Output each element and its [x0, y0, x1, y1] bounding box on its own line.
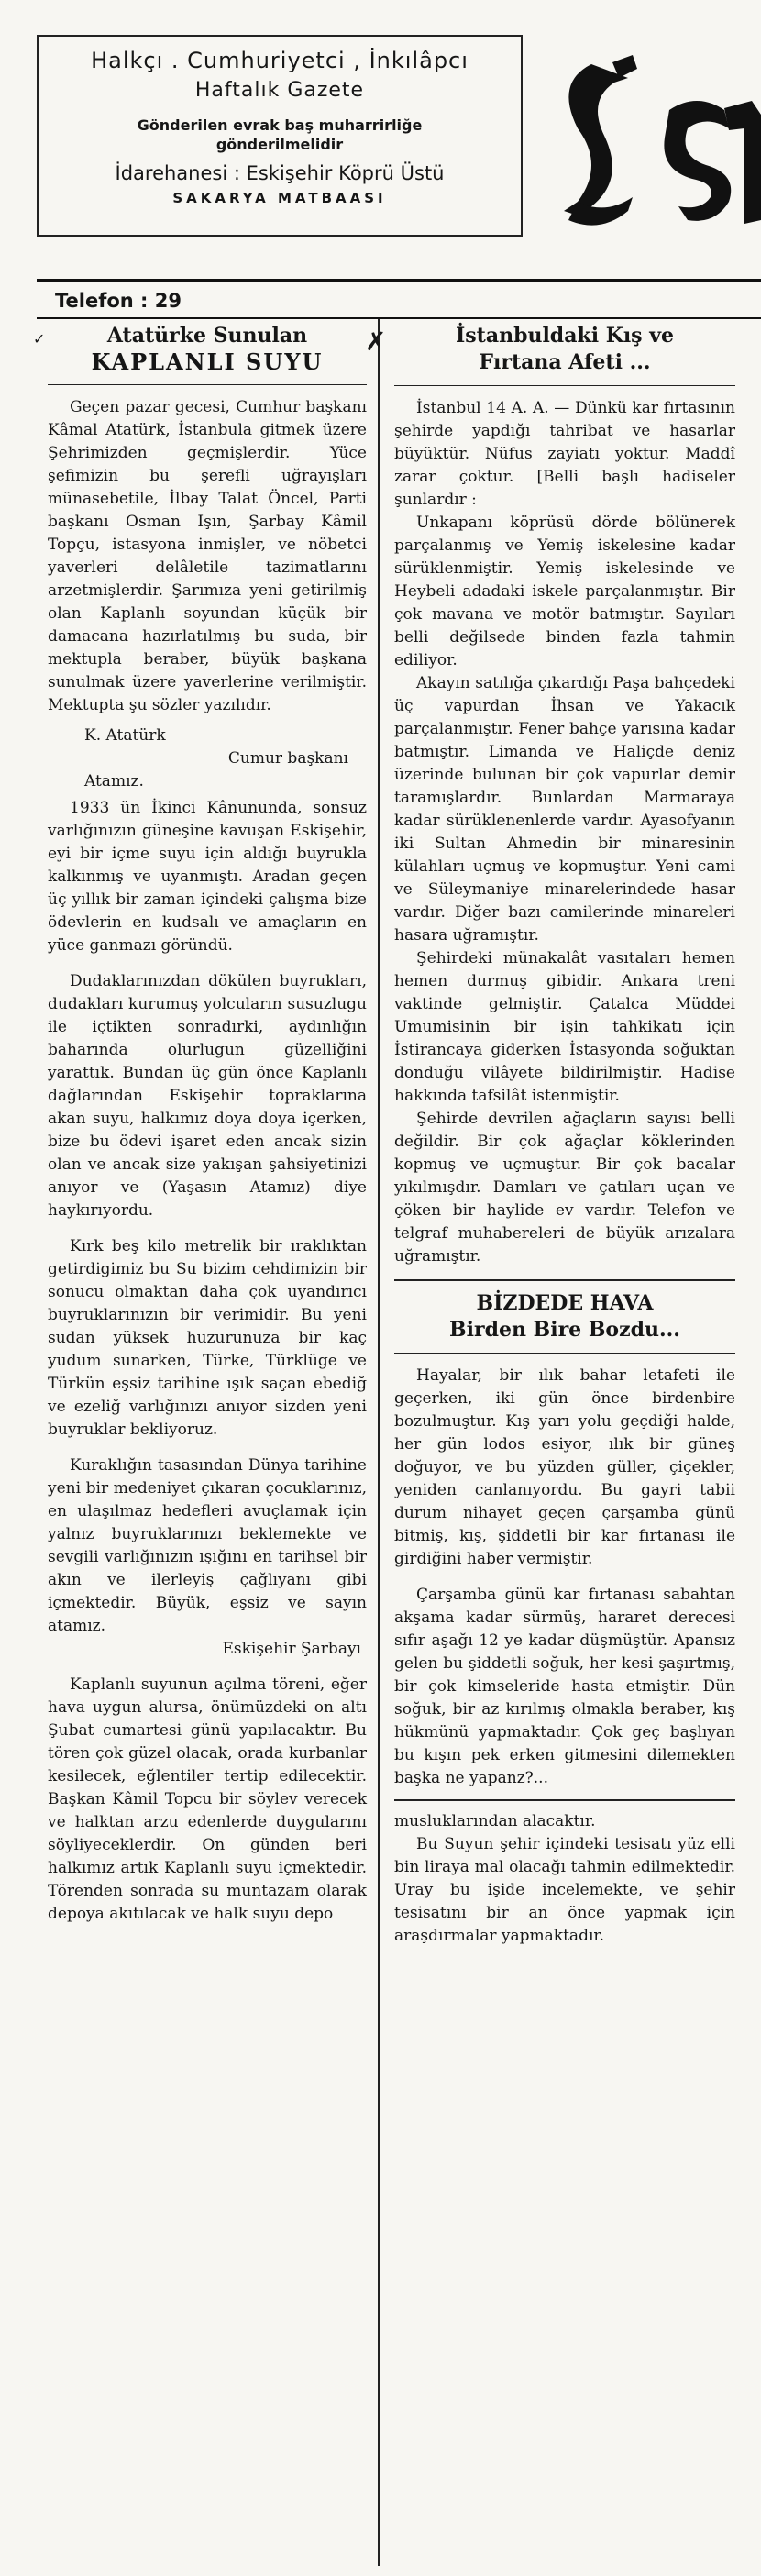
header-rule	[37, 279, 761, 282]
masthead-address: İdarehanesi : Eskişehir Köprü Üstü	[115, 162, 445, 184]
addressee-title: Cumur başkanı	[227, 749, 348, 768]
article-divider	[394, 1279, 735, 1290]
addressee-name: K. Atatürk	[84, 726, 166, 745]
paragraph: Akayın satılığa çıkardığı Paşa bahçedeki üç vapurdan İhsan ve Yakacık parçalanmıştır. Fener bahçe yarısına kadar batmıştır. Limanda ve Haliçde deniz üzerinde bulunan bir çok vapurlar demir taramışlardır. Bunlardan Marmaraya kadar sürüklenenlerde vardır. Ayasofyanın iki Sultan Ahmedin bir minaresinin külahları uçmuş ve kopmuştur. Yeni cami ve Süleymaniye minarelerindede hasar vardır. Diğer bazı camilerinde minareleri hasara uğramıştır.	[394, 674, 735, 945]
paragraph: Dudaklarınızdan dökülen buyrukları, dudakları kurumuş yolcuların susuzlugu ile içtikten sonradırki, aydınlığın baharında olurlugun güzelliğini yarattık. Bundan üç gün önce Kaplanlı dağlarından Eskişehir topraklarına akan suyu, halkımız doya doya içerken, bize bu ödevi işaret eden ancak sizin olan ve ancak size yakışan şahsiyetinizi anıyor ve (Yaşasın Atamız) diye haykırıyordu.	[48, 972, 367, 1220]
masthead-printer: SAKARYA MATBAASI	[172, 190, 387, 206]
article-title: BİZDEDE HAVA	[476, 1291, 654, 1315]
paragraph-continuation: musluklarından alacaktır.	[394, 1812, 596, 1830]
title-rule	[48, 384, 367, 385]
header-rule-bottom	[37, 317, 761, 319]
column-divider	[378, 319, 380, 2566]
article-title-2: Fırtana Afeti ...	[479, 350, 651, 374]
right-column	[394, 323, 735, 1948]
newspaper-logo	[541, 28, 761, 238]
paragraph: Kaplanlı suyunun açılma töreni, eğer hava uygun alursa, önümüzdeki on altı Şubat cumartesi günü yapılacaktır. Bu tören çok güzel olacak, orada kurbanlar kesilecek, eğlentiler tertip edilecektir. Başkan Kâmil Topcu bir söylev verecek ve halktan arzu edenlerde duygularını söyliyeceklerdir. On günden beri halkımız artık Kaplanlı suyu içmektedir. Törenden sonrada su muntazam olarak depoya akıtılacak ve halk suyu depo	[48, 1675, 367, 1923]
paragraph: Hayalar, bir ılık bahar letafeti ile geçerken, iki gün önce birdenbire bozulmuştur. Kış yarı yolu geçdiği halde, her gün lodos esiyor, ılık bir güneş doğuyor, ve bu yüzden güller, çiçekler, yeniden canlanıyordu. Bu gayri tabii durum nihayet geçen çarşamba günü bitmiş, kış, şiddetli bir kar fırtanası ile girdiğini haber vermiştir.	[394, 1366, 735, 1568]
article-divider	[394, 1799, 735, 1810]
pen-mark-icon: ✓	[33, 330, 46, 348]
masthead-subtitle: Haftalık Gazete	[194, 79, 365, 102]
paragraph: Çarşamba günü kar fırtanası sabahtan akşama kadar sürmüş, hararet derecesi sıfır aşağı 12 ye kadar düşmüştür. Apansız gelen bu şiddetli soğuk, her kesi şaşırtmış, bir çok kimseleride hasta etmiştir. Dün soğuk, bir az kırılmış olmakla beraber, kış hükmünü yapmaktadır. Çok geç başlıyan bu kışın pek erken gitmesini dilemekten başka ne yapanz?...	[394, 1586, 735, 1787]
paragraph: İstanbul 14 A. A. — Dünkü kar fırtasının şehirde yapdığı tahribat ve hasarlar büyüktür. Nüfus zayiatı yoktur. Maddî zarar çoktur. [Belli başlı hadiseler şunlardır :	[394, 399, 735, 509]
paragraph: 1933 ün İkinci Kânununda, sonsuz varlığınızın güneşine kavuşan Eskişehir, eyi bir içme suyu için aldığı buyrukla kalkınmış ve uyanmıştı. Aradan geçen üç yıllık bir zaman içindeki çalışma bize ödevlerin en kudsalı ve amaçların en yüce ganmazı göründü.	[48, 799, 367, 955]
masthead-box	[37, 35, 523, 237]
pen-cross-icon: ✗	[365, 326, 387, 357]
article-title: İstanbuldaki Kış ve	[455, 324, 675, 348]
paragraph: Bu Suyun şehir içindeki tesisatı yüz elli bin liraya mal olacağı tahmin edilmektedir. Uray bu işide incelemekte, ve şehir tesisatını bir an önce yapmak için araşdırmalar yapmaktadır.	[394, 1835, 735, 1945]
phone-number: Telefon : 29	[55, 290, 182, 312]
paragraph: Kırk beş kilo metrelik bir ıraklıktan getirdigimiz bu Su bizim cehdimizin bir sonucu olmaktan daha çok uyandırıcı buyruklarınızın bir verimidir. Bu yeni sudan yüksek huzurunuza bir kaç yudum sunarken, Türke, Türklüge ve Türkün eşsiz tarihine ışık saçan ebediğ ve ezeliğ varlığınızı anıyor sizden yeni buyruklar bekliyoruz.	[48, 1237, 367, 1439]
article-title-2: KAPLANLI SUYU	[91, 348, 324, 375]
greeting: Atamız.	[84, 772, 144, 790]
article-title-2: Birden Bire Bozdu...	[449, 1318, 680, 1342]
paragraph: Şehirde devrilen ağaçların sayısı belli değildir. Bir çok ağaçlar köklerinden kopmuş ve uçmuştur. Bir çok bacalar yıkılmışdır. Damları ve çatıları uçan ve çöken bir haylide ev vardır. Telefon ve telgraf muhabereleri de büyük arızalara uğramıştır.	[394, 1110, 735, 1266]
left-column	[48, 323, 367, 1926]
masthead-slogan: Halkçı . Cumhuriyetci , İnkılâpcı	[91, 48, 469, 73]
paragraph: Şehirdeki münakalât vasıtaları hemen hemen durmuş gibidir. Ankara treni vaktinde gelmiştir. Çatalca Müddei Umumisinin bir işin tahkikatı için İstirancaya giderken İstasyonda soğuktan donduğu vilâyete bildirilmiştir. Hadise hakkında tafsilât istenmiştir.	[394, 949, 735, 1105]
paragraph: Kuraklığın tasasından Dünya tarihine yeni bir medeniyet çıkaran çocuklarınız, en ulaşılmaz hedefleri avuçlamak için yalnız buyruklarınızı beklemekte ve sevgili varlığınızın ışığını en tarihsel bir akın ve ilerleyiş çağlıyanı gibi içmektedir. Büyük, eşsiz ve sayın atamız.	[48, 1456, 367, 1635]
paragraph: Unkapanı köprüsü dörde bölünerek parçalanmış ve Yemiş iskelesine kadar sürüklenmiştir. Yemiş iskelesinde ve Heybeli adadaki iskele parçalanmıştır. Bir çok mavana ve motör batmıştır. Sayıları belli değilsede binden fazla tahmin ediliyor.	[394, 514, 735, 669]
title-rule	[394, 1353, 735, 1354]
logo-blackletter-icon	[541, 28, 761, 238]
article-title: Atatürke Sunulan	[106, 324, 308, 348]
masthead-notice-2: gönderilmelidir	[215, 136, 344, 153]
paragraph: Geçen pazar gecesi, Cumhur başkanı Kâmal Atatürk, İstanbula gitmek üzere Şehrimizden geçmişlerdir. Yüce şefimizin bu şerefli uğrayışları münasebetile, İlbay Talat Öncel, Parti başkanı Osman Işın, Şarbay Kâmil Topçu, istasyona inmişler, ve nöbetci yaverleri delâletile tazimatlarını arzetmişlerdir. Şarımıza yeni getirilmiş olan Kaplanlı soyundan küçük bir damacana hazırlatılmış bu suda, bir mektupla beraber, büyük başkana sunulmak üzere yaverlerine verilmiştir. Mektupta şu sözler yazılıdır.	[48, 398, 367, 714]
signature: Eskişehir Şarbayı	[222, 1640, 361, 1658]
masthead-notice: Gönderilen evrak baş muharrirliğe	[137, 116, 423, 134]
title-rule	[394, 385, 735, 386]
